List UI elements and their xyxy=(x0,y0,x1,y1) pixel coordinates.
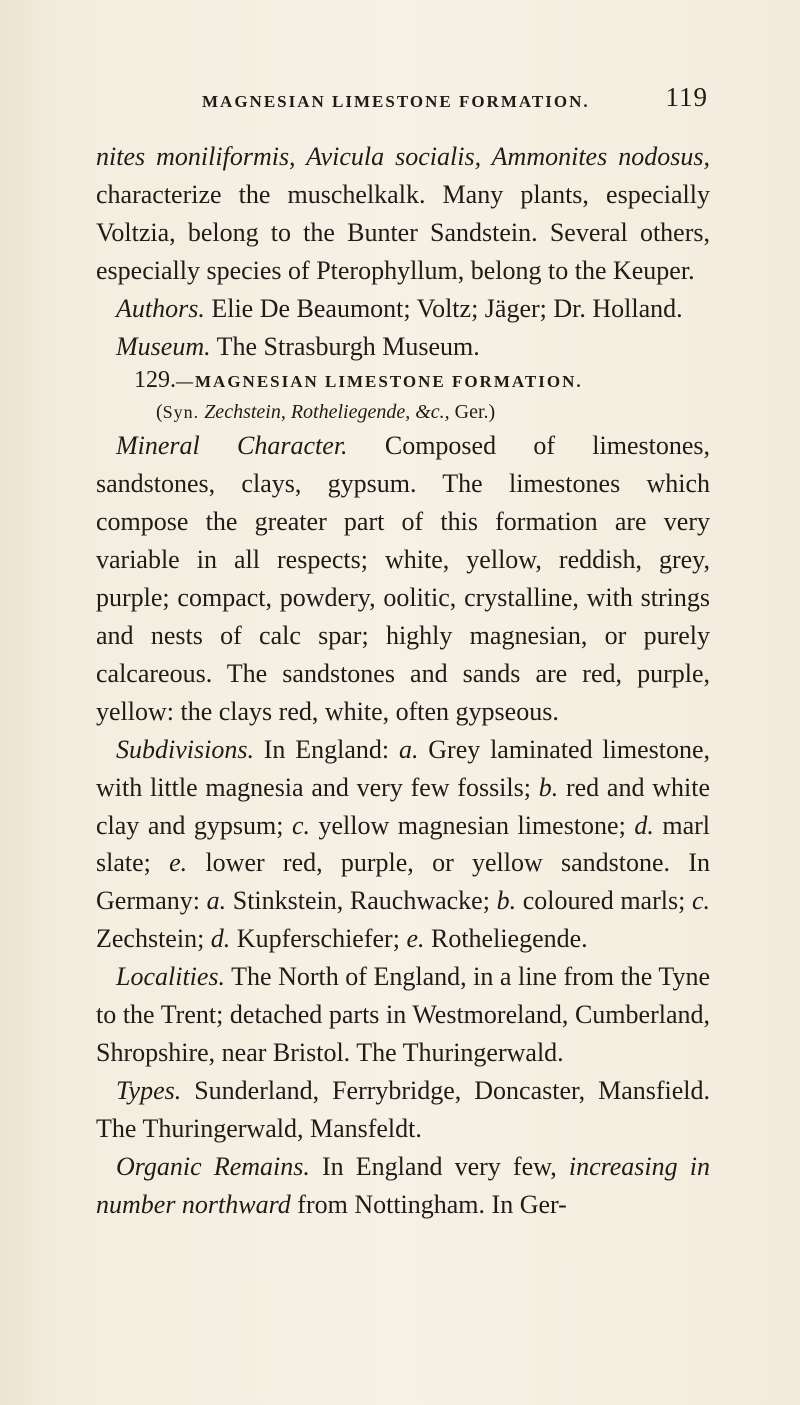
section-title: MAGNESIAN LIMESTONE FORMATION. xyxy=(195,372,583,392)
subdiv-letter: d. xyxy=(634,810,654,840)
subdiv-letter: b. xyxy=(496,886,517,916)
syn-names: Zechstein, Rotheliegende, &c., xyxy=(199,401,450,424)
museum-paragraph xyxy=(96,328,710,366)
continued-paragraph xyxy=(96,138,710,290)
subdiv-text: Kupferschiefer; xyxy=(230,924,407,954)
subdiv-letter: c. xyxy=(691,886,711,916)
subdivisions-paragraph xyxy=(96,731,710,958)
subdiv-text: Grey laminated limestone, with little magnesia and very few fossils; xyxy=(96,734,710,802)
fossil-names: nites moniliformis, Avicula socialis, Ammonites nodosus, xyxy=(96,142,710,171)
organic-remains-paragraph xyxy=(96,1148,710,1224)
mineral-text: Composed of limestones, sandstones, clays, gypsum. The limestones which compose the greater part of this formation are very variable in all respects; white, yellow, reddish, grey, purple; compact, powdery, oolitic, crystalline, with strings and nests of calc spar; highly magnesian, or purely calcareous. The sandstones and sands are red, purple, yellow: the clays red, white, often gypseous. xyxy=(96,431,711,726)
subdiv-text: In England: xyxy=(253,734,399,764)
organic-text: from Nottingham. In Ger- xyxy=(290,1189,567,1219)
museum-label: Museum. xyxy=(116,331,211,361)
subdiv-letter: e. xyxy=(169,848,188,878)
authors-paragraph xyxy=(96,290,710,328)
subdiv-text: lower red, purple, or yellow sandstone. In Germany: xyxy=(96,848,710,916)
syn-open-paren: ( xyxy=(156,401,163,424)
types-paragraph xyxy=(96,1072,710,1148)
types-label: Types. xyxy=(116,1075,182,1105)
subdiv-letter: d. xyxy=(210,924,231,954)
subdivisions-label: Subdivisions. xyxy=(116,734,254,764)
subdiv-letter: c. xyxy=(291,810,310,840)
mineral-character-paragraph xyxy=(96,427,710,730)
subdiv-text: Stinkstein, Rauchwacke; xyxy=(226,886,497,916)
subdiv-text: Rotheliegende. xyxy=(424,924,588,954)
mineral-label: Mineral Character. xyxy=(116,431,348,461)
section-heading xyxy=(96,365,710,397)
subdiv-text: red and white clay and gypsum; xyxy=(96,772,710,840)
paragraph-text: characterize the muschelkalk. Many plants, especially Voltzia, belong to the Bunter Sandstein. Several others, especially species of Pterophyllum, belong to the Keuper. xyxy=(96,179,710,285)
subdiv-text: Zechstein; xyxy=(96,924,211,954)
organic-text: In England very few, xyxy=(309,1151,569,1181)
types-text: Sunderland, Ferrybridge, Doncaster, Mansfield. The Thuringerwald, Mansfeldt. xyxy=(96,1075,710,1143)
syn-label: Syn. xyxy=(162,402,200,423)
localities-label: Localities. xyxy=(116,962,226,992)
localities-text: The North of England, in a line from the Tyne to the Trent; detached parts in Westmoreland, Cumberland, Shropshire, near Bristol. The Thuringerwald. xyxy=(96,962,710,1067)
subdiv-letter: a. xyxy=(398,734,419,764)
museum-text: The Strasburgh Museum. xyxy=(210,331,480,361)
authors-label: Authors. xyxy=(116,293,205,323)
section-number: 129. xyxy=(134,367,176,394)
localities-paragraph xyxy=(96,958,710,1072)
organic-emphasis: increasing in number northward xyxy=(96,1151,711,1219)
page-header xyxy=(160,82,720,118)
synonyms-line xyxy=(96,397,710,427)
subdiv-letter: b. xyxy=(538,772,559,802)
page-number: 119 xyxy=(665,82,708,112)
running-head: MAGNESIAN LIMESTONE FORMATION. xyxy=(202,92,590,111)
subdiv-letter: a. xyxy=(206,886,227,916)
page-body xyxy=(96,138,710,1223)
syn-language: Ger.) xyxy=(449,401,496,424)
subdiv-letter: e. xyxy=(406,924,425,954)
subdiv-text: yellow magnesian limestone; xyxy=(310,810,635,840)
organic-label: Organic Remains. xyxy=(116,1151,310,1181)
section-dash: — xyxy=(176,372,195,392)
subdiv-text: coloured marls; xyxy=(516,886,692,916)
authors-text: Elie De Beaumont; Voltz; Jäger; Dr. Holland. xyxy=(204,293,683,323)
subdiv-text: marl slate; xyxy=(96,810,710,878)
